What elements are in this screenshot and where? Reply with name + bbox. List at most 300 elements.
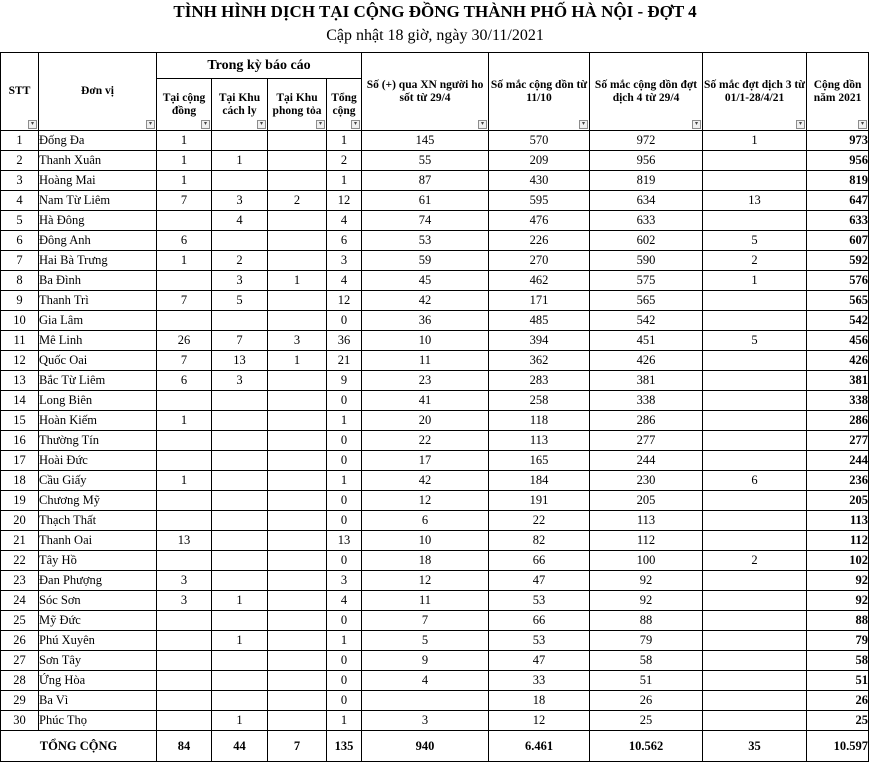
- cell-lockdown: [268, 151, 327, 171]
- cell-wave3: 13: [703, 191, 807, 211]
- header-lockdown[interactable]: Tại Khu phong tỏa ▾: [268, 79, 327, 131]
- table-row: [1, 371, 869, 391]
- cell-year: 25: [807, 711, 869, 731]
- cell-wave4: 58: [590, 651, 703, 671]
- cell-isolation: 2: [212, 251, 268, 271]
- cell-total: 0: [327, 611, 362, 631]
- cell-unit: Hai Bà Trưng: [39, 251, 157, 271]
- cell-stt: 10: [1, 311, 39, 331]
- cell-isolation: [212, 511, 268, 531]
- cell-wave3: 1: [703, 131, 807, 151]
- cell-from-1110: 270: [489, 251, 590, 271]
- cell-stt: 11: [1, 331, 39, 351]
- cell-fever: 22: [362, 431, 489, 451]
- cell-total: 0: [327, 311, 362, 331]
- header-wave3[interactable]: Số mắc đợt dịch 3 từ 01/1-28/4/21 ▾: [703, 53, 807, 131]
- cell-from-1110: 47: [489, 651, 590, 671]
- cell-fever: 10: [362, 331, 489, 351]
- cell-unit: Nam Từ Liêm: [39, 191, 157, 211]
- cell-lockdown: [268, 531, 327, 551]
- cell-from-1110: 171: [489, 291, 590, 311]
- cell-from-1110: 191: [489, 491, 590, 511]
- cell-wave4: 100: [590, 551, 703, 571]
- cell-isolation: [212, 451, 268, 471]
- cell-fever: 6: [362, 511, 489, 531]
- cell-wave3: [703, 431, 807, 451]
- cell-stt: 2: [1, 151, 39, 171]
- cell-year: 426: [807, 351, 869, 371]
- filter-dropdown-icon[interactable]: ▾: [858, 120, 867, 129]
- cell-isolation: 3: [212, 271, 268, 291]
- cell-from-1110: 47: [489, 571, 590, 591]
- cell-isolation: [212, 431, 268, 451]
- cell-wave4: 244: [590, 451, 703, 471]
- cell-unit: Chương Mỹ: [39, 491, 157, 511]
- cell-unit: Tây Hồ: [39, 551, 157, 571]
- cell-wave3: [703, 351, 807, 371]
- cell-community: [157, 211, 212, 231]
- table-row: [1, 611, 869, 631]
- cell-lockdown: 1: [268, 351, 327, 371]
- cell-wave4: 575: [590, 271, 703, 291]
- cell-wave3: [703, 671, 807, 691]
- header-stt[interactable]: STT ▾: [1, 53, 39, 131]
- cell-year: 576: [807, 271, 869, 291]
- cell-wave4: 113: [590, 511, 703, 531]
- cell-wave3: [703, 691, 807, 711]
- table-row: [1, 451, 869, 471]
- cell-fever: 42: [362, 291, 489, 311]
- header-total[interactable]: Tổng cộng ▾: [327, 79, 362, 131]
- table-row: [1, 551, 869, 571]
- cell-year: 456: [807, 331, 869, 351]
- cell-total: 13: [327, 531, 362, 551]
- cell-wave4: 92: [590, 591, 703, 611]
- cell-total: 3: [327, 251, 362, 271]
- table-row: [1, 171, 869, 191]
- cell-from-1110: 476: [489, 211, 590, 231]
- cell-fever: 61: [362, 191, 489, 211]
- cell-lockdown: [268, 171, 327, 191]
- cell-lockdown: [268, 431, 327, 451]
- cell-fever: 145: [362, 131, 489, 151]
- cell-from-1110: 118: [489, 411, 590, 431]
- filter-dropdown-icon[interactable]: ▾: [351, 120, 360, 129]
- totals-total: 135: [327, 731, 362, 762]
- cell-wave3: [703, 311, 807, 331]
- cell-from-1110: 82: [489, 531, 590, 551]
- data-table: [0, 52, 869, 762]
- totals-from-1110: 6.461: [489, 731, 590, 762]
- cell-lockdown: [268, 231, 327, 251]
- cell-stt: 5: [1, 211, 39, 231]
- filter-dropdown-icon[interactable]: ▾: [796, 120, 805, 129]
- table-row: [1, 511, 869, 531]
- filter-dropdown-icon[interactable]: ▾: [201, 120, 210, 129]
- table-row: [1, 351, 869, 371]
- cell-from-1110: 165: [489, 451, 590, 471]
- totals-wave4: 10.562: [590, 731, 703, 762]
- cell-lockdown: [268, 371, 327, 391]
- cell-community: 6: [157, 371, 212, 391]
- cell-stt: 9: [1, 291, 39, 311]
- cell-year: 381: [807, 371, 869, 391]
- cell-unit: Long Biên: [39, 391, 157, 411]
- cell-unit: Hà Đông: [39, 211, 157, 231]
- cell-total: 2: [327, 151, 362, 171]
- cell-from-1110: 18: [489, 691, 590, 711]
- cell-from-1110: 53: [489, 631, 590, 651]
- cell-community: [157, 491, 212, 511]
- cell-unit: Hoài Đức: [39, 451, 157, 471]
- cell-community: [157, 451, 212, 471]
- cell-from-1110: 113: [489, 431, 590, 451]
- cell-total: 36: [327, 331, 362, 351]
- cell-wave4: 277: [590, 431, 703, 451]
- cell-stt: 15: [1, 411, 39, 431]
- cell-year: 633: [807, 211, 869, 231]
- cell-lockdown: [268, 711, 327, 731]
- cell-community: [157, 551, 212, 571]
- cell-wave4: 633: [590, 211, 703, 231]
- cell-lockdown: [268, 491, 327, 511]
- cell-fever: 5: [362, 631, 489, 651]
- cell-wave3: [703, 211, 807, 231]
- totals-fever: 940: [362, 731, 489, 762]
- cell-year: 819: [807, 171, 869, 191]
- cell-stt: 7: [1, 251, 39, 271]
- cell-total: 21: [327, 351, 362, 371]
- cell-community: 1: [157, 131, 212, 151]
- table-row: [1, 211, 869, 231]
- cell-wave4: 26: [590, 691, 703, 711]
- cell-wave3: [703, 611, 807, 631]
- cell-year: 79: [807, 631, 869, 651]
- cell-total: 1: [327, 171, 362, 191]
- cell-community: 6: [157, 231, 212, 251]
- cell-from-1110: 209: [489, 151, 590, 171]
- filter-dropdown-icon[interactable]: ▾: [478, 120, 487, 129]
- cell-isolation: [212, 311, 268, 331]
- cell-isolation: [212, 471, 268, 491]
- cell-stt: 28: [1, 671, 39, 691]
- cell-fever: 36: [362, 311, 489, 331]
- cell-fever: 45: [362, 271, 489, 291]
- cell-wave3: [703, 651, 807, 671]
- cell-isolation: 7: [212, 331, 268, 351]
- header-wave4[interactable]: Số mắc cộng dồn đợt dịch 4 từ 29/4 ▾: [590, 53, 703, 131]
- cell-fever: 20: [362, 411, 489, 431]
- cell-year: 592: [807, 251, 869, 271]
- header-fever[interactable]: Số (+) qua XN người ho sốt từ 29/4 ▾: [362, 53, 489, 131]
- cell-from-1110: 570: [489, 131, 590, 151]
- cell-total: 12: [327, 191, 362, 211]
- cell-community: [157, 711, 212, 731]
- cell-wave4: 634: [590, 191, 703, 211]
- cell-isolation: [212, 691, 268, 711]
- cell-lockdown: [268, 391, 327, 411]
- cell-total: 1: [327, 711, 362, 731]
- totals-year: 10.597: [807, 731, 869, 762]
- table-row: [1, 591, 869, 611]
- cell-fever: 9: [362, 651, 489, 671]
- cell-year: 113: [807, 511, 869, 531]
- cell-lockdown: [268, 511, 327, 531]
- cell-wave4: 51: [590, 671, 703, 691]
- cell-isolation: 13: [212, 351, 268, 371]
- cell-isolation: [212, 231, 268, 251]
- cell-community: 7: [157, 351, 212, 371]
- cell-lockdown: [268, 411, 327, 431]
- cell-year: 973: [807, 131, 869, 151]
- cell-from-1110: 595: [489, 191, 590, 211]
- cell-isolation: 1: [212, 151, 268, 171]
- cell-wave4: 286: [590, 411, 703, 431]
- cell-fever: 23: [362, 371, 489, 391]
- cell-wave3: 1: [703, 271, 807, 291]
- filter-dropdown-icon[interactable]: ▾: [692, 120, 701, 129]
- filter-dropdown-icon[interactable]: ▾: [257, 120, 266, 129]
- cell-total: 1: [327, 631, 362, 651]
- cell-stt: 8: [1, 271, 39, 291]
- cell-wave3: [703, 371, 807, 391]
- cell-lockdown: [268, 131, 327, 151]
- cell-wave4: 451: [590, 331, 703, 351]
- cell-total: 0: [327, 491, 362, 511]
- cell-wave4: 88: [590, 611, 703, 631]
- cell-unit: Bắc Từ Liêm: [39, 371, 157, 391]
- header-group-reporting-period: Trong kỳ báo cáo: [157, 53, 362, 79]
- cell-community: [157, 671, 212, 691]
- cell-from-1110: 184: [489, 471, 590, 491]
- cell-total: 0: [327, 511, 362, 531]
- cell-from-1110: 362: [489, 351, 590, 371]
- table-row: [1, 131, 869, 151]
- totals-lockdown: 7: [268, 731, 327, 762]
- cell-unit: Mỹ Đức: [39, 611, 157, 631]
- cell-stt: 21: [1, 531, 39, 551]
- filter-dropdown-icon[interactable]: ▾: [146, 120, 155, 129]
- cell-unit: Sơn Tây: [39, 651, 157, 671]
- cell-fever: [362, 691, 489, 711]
- cell-total: 6: [327, 231, 362, 251]
- table-row: [1, 431, 869, 451]
- cell-community: 7: [157, 191, 212, 211]
- cell-fever: 7: [362, 611, 489, 631]
- cell-fever: 87: [362, 171, 489, 191]
- cell-wave3: 2: [703, 551, 807, 571]
- cell-wave4: 972: [590, 131, 703, 151]
- cell-unit: Đan Phượng: [39, 571, 157, 591]
- cell-lockdown: [268, 471, 327, 491]
- header-unit[interactable]: Đơn vị ▾: [39, 53, 157, 131]
- cell-community: 1: [157, 471, 212, 491]
- table-row: [1, 151, 869, 171]
- cell-unit: Ba Vì: [39, 691, 157, 711]
- cell-year: 236: [807, 471, 869, 491]
- cell-unit: Cầu Giấy: [39, 471, 157, 491]
- cell-lockdown: [268, 311, 327, 331]
- cell-fever: 12: [362, 571, 489, 591]
- cell-lockdown: [268, 551, 327, 571]
- cell-stt: 18: [1, 471, 39, 491]
- page-title: TÌNH HÌNH DỊCH TẠI CỘNG ĐỒNG THÀNH PHỐ HÀ NỘI - ĐỢT 4: [173, 2, 697, 21]
- cell-from-1110: 430: [489, 171, 590, 191]
- cell-community: 1: [157, 171, 212, 191]
- cell-unit: Quốc Oai: [39, 351, 157, 371]
- cell-year: 286: [807, 411, 869, 431]
- cell-unit: Ứng Hòa: [39, 671, 157, 691]
- cell-unit: Hoàng Mai: [39, 171, 157, 191]
- cell-total: 4: [327, 591, 362, 611]
- cell-stt: 16: [1, 431, 39, 451]
- cell-wave3: [703, 451, 807, 471]
- cell-isolation: 3: [212, 371, 268, 391]
- cell-total: 9: [327, 371, 362, 391]
- cell-from-1110: 462: [489, 271, 590, 291]
- cell-total: 1: [327, 131, 362, 151]
- cell-year: 58: [807, 651, 869, 671]
- cell-stt: 24: [1, 591, 39, 611]
- cell-stt: 26: [1, 631, 39, 651]
- cell-from-1110: 66: [489, 551, 590, 571]
- table-row: [1, 311, 869, 331]
- cell-wave3: [703, 511, 807, 531]
- cell-stt: 23: [1, 571, 39, 591]
- cell-year: 205: [807, 491, 869, 511]
- cell-community: [157, 511, 212, 531]
- cell-fever: 4: [362, 671, 489, 691]
- header-isolation[interactable]: Tại Khu cách ly ▾: [212, 79, 268, 131]
- cell-from-1110: 53: [489, 591, 590, 611]
- cell-community: [157, 651, 212, 671]
- cell-isolation: [212, 131, 268, 151]
- cell-fever: 12: [362, 491, 489, 511]
- cell-fever: 41: [362, 391, 489, 411]
- cell-fever: 59: [362, 251, 489, 271]
- cell-wave4: 205: [590, 491, 703, 511]
- cell-wave4: 590: [590, 251, 703, 271]
- cell-year: 88: [807, 611, 869, 631]
- filter-dropdown-icon[interactable]: ▾: [28, 120, 37, 129]
- cell-community: [157, 611, 212, 631]
- cell-lockdown: [268, 691, 327, 711]
- cell-year: 92: [807, 591, 869, 611]
- cell-year: 956: [807, 151, 869, 171]
- filter-dropdown-icon[interactable]: ▾: [579, 120, 588, 129]
- cell-stt: 22: [1, 551, 39, 571]
- cell-stt: 14: [1, 391, 39, 411]
- cell-total: 1: [327, 411, 362, 431]
- cell-stt: 6: [1, 231, 39, 251]
- cell-year: 26: [807, 691, 869, 711]
- cell-total: 1: [327, 471, 362, 491]
- cell-wave4: 602: [590, 231, 703, 251]
- cell-stt: 29: [1, 691, 39, 711]
- cell-isolation: 1: [212, 591, 268, 611]
- cell-unit: Sóc Sơn: [39, 591, 157, 611]
- cell-isolation: [212, 531, 268, 551]
- cell-community: [157, 271, 212, 291]
- cell-fever: 17: [362, 451, 489, 471]
- header-community[interactable]: Tại cộng đồng ▾: [157, 79, 212, 131]
- table-row: [1, 491, 869, 511]
- cell-total: 0: [327, 431, 362, 451]
- cell-isolation: [212, 611, 268, 631]
- table-row: [1, 191, 869, 211]
- cell-unit: Đông Anh: [39, 231, 157, 251]
- cell-wave4: 79: [590, 631, 703, 651]
- cell-wave4: 426: [590, 351, 703, 371]
- cell-stt: 17: [1, 451, 39, 471]
- cell-fever: 18: [362, 551, 489, 571]
- cell-total: 4: [327, 211, 362, 231]
- cell-wave3: [703, 531, 807, 551]
- cell-year: 607: [807, 231, 869, 251]
- cell-community: 3: [157, 591, 212, 611]
- cell-total: 0: [327, 671, 362, 691]
- cell-wave3: 5: [703, 331, 807, 351]
- cell-from-1110: 394: [489, 331, 590, 351]
- totals-isolation: 44: [212, 731, 268, 762]
- cell-wave4: 565: [590, 291, 703, 311]
- cell-wave3: 6: [703, 471, 807, 491]
- totals-wave3: 35: [703, 731, 807, 762]
- header-from-1110[interactable]: Số mắc cộng dồn từ 11/10 ▾: [489, 53, 590, 131]
- cell-total: 0: [327, 391, 362, 411]
- cell-community: [157, 311, 212, 331]
- cell-stt: 4: [1, 191, 39, 211]
- cell-year: 51: [807, 671, 869, 691]
- cell-wave4: 819: [590, 171, 703, 191]
- filter-dropdown-icon[interactable]: ▾: [316, 120, 325, 129]
- cell-isolation: [212, 411, 268, 431]
- cell-year: 565: [807, 291, 869, 311]
- table-row: [1, 391, 869, 411]
- cell-wave3: 2: [703, 251, 807, 271]
- cell-community: [157, 391, 212, 411]
- cell-fever: 74: [362, 211, 489, 231]
- cell-lockdown: [268, 631, 327, 651]
- cell-wave3: [703, 291, 807, 311]
- cell-isolation: [212, 571, 268, 591]
- cell-wave4: 25: [590, 711, 703, 731]
- cell-lockdown: [268, 251, 327, 271]
- cell-from-1110: 66: [489, 611, 590, 631]
- cell-lockdown: [268, 671, 327, 691]
- cell-lockdown: 2: [268, 191, 327, 211]
- cell-wave3: [703, 571, 807, 591]
- cell-lockdown: 1: [268, 271, 327, 291]
- cell-isolation: 1: [212, 631, 268, 651]
- cell-community: 1: [157, 411, 212, 431]
- cell-unit: Hoàn Kiếm: [39, 411, 157, 431]
- cell-year: 244: [807, 451, 869, 471]
- totals-label: TỔNG CỘNG: [1, 731, 157, 762]
- cell-year: 277: [807, 431, 869, 451]
- cell-wave4: 956: [590, 151, 703, 171]
- totals-row: [1, 731, 869, 762]
- cell-community: 13: [157, 531, 212, 551]
- cell-wave3: [703, 391, 807, 411]
- cell-year: 338: [807, 391, 869, 411]
- cell-total: 3: [327, 571, 362, 591]
- cell-community: 3: [157, 571, 212, 591]
- cell-wave3: [703, 631, 807, 651]
- header-year[interactable]: Cộng dồn năm 2021 ▾: [807, 53, 869, 131]
- cell-stt: 20: [1, 511, 39, 531]
- cell-unit: Thường Tín: [39, 431, 157, 451]
